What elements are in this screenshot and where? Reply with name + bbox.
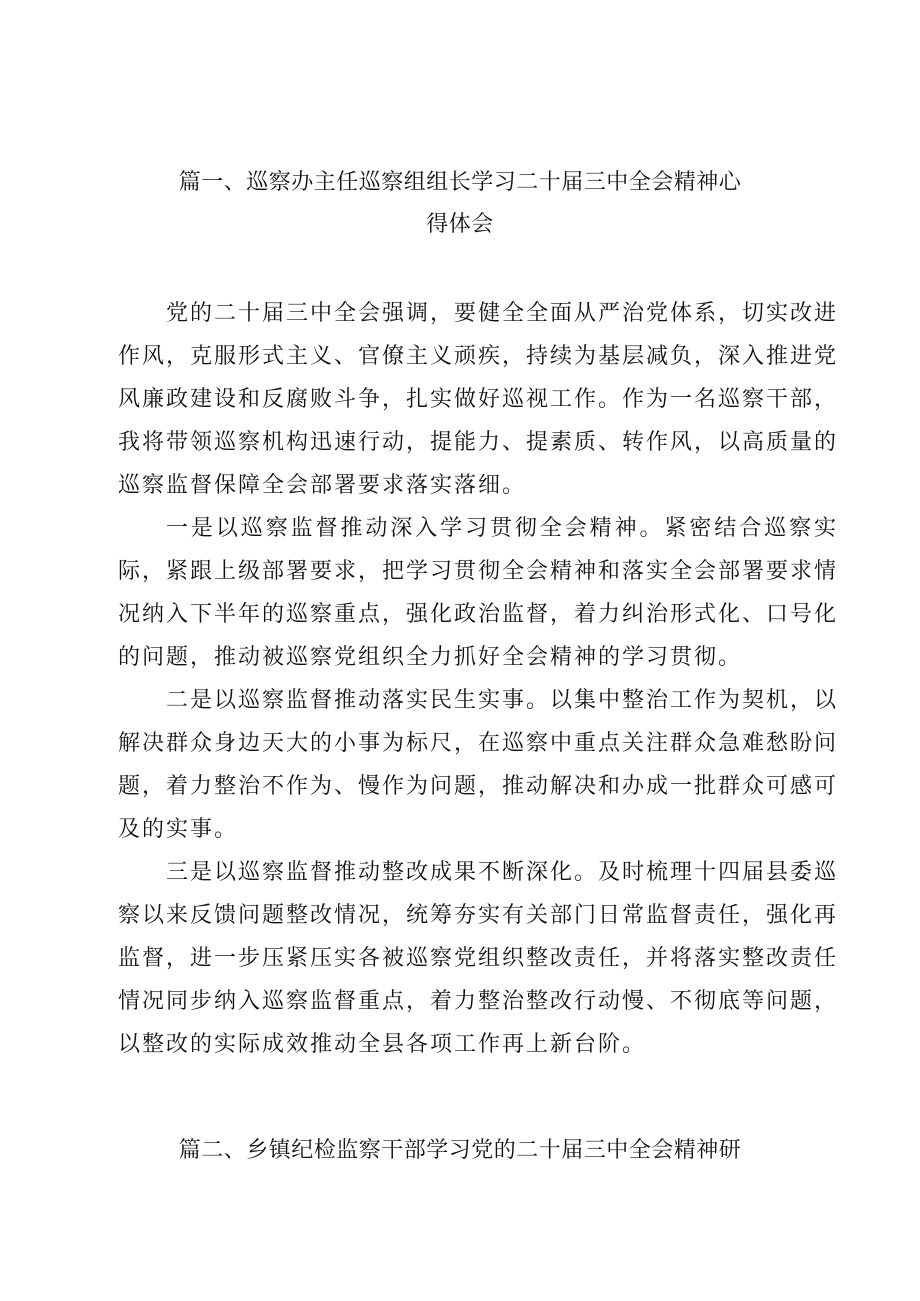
paragraph-point-two: 二是以巡察监督推动落实民生实事。以集中整治工作为契机，以解决群众身边天大的小事为标尺，在巡察中重点关注群众急难愁盼问题，着力整治不作为、慢作为问题，推动解决和办成一批群众可感可及的实事。	[118, 688, 839, 842]
section1-title-line1: 篇一、巡察办主任巡察组组长学习二十届三中全会精神心	[178, 170, 742, 195]
section1-body	[118, 292, 838, 1066]
paragraph-point-three: 三是以巡察监督推动整改成果不断深化。及时梳理十四届县委巡察以来反馈问题整改情况，统筹夯实有关部门日常监督责任，强化再监督，进一步压紧压实各被巡察党组织整改责任，并将落实整改责任情况同步纳入巡察监督重点，着力整治整改行动慢、不彻底等问题，以整改的实际成效推动全县各项工作再上新台阶。	[118, 860, 839, 1057]
paragraph-intro: 党的二十届三中全会强调，要健全全面从严治党体系，切实改进作风，克服形式主义、官僚主义顽疾，持续为基层减负，深入推进党风廉政建设和反腐败斗争，扎实做好巡视工作。作为一名巡察干部，我将带领巡察机构迅速行动，提能力、提素质、转作风，以高质量的巡察监督保障全会部署要求落实落细。	[118, 301, 839, 498]
section2-title	[0, 1130, 920, 1172]
section1-title	[0, 162, 920, 246]
section2-title-line1: 篇二、乡镇纪检监察干部学习党的二十届三中全会精神研	[178, 1138, 742, 1163]
paragraph-point-one: 一是以巡察监督推动深入学习贯彻全会精神。紧密结合巡察实际，紧跟上级部署要求，把学习贯彻全会精神和落实全会部署要求情况纳入下半年的巡察重点，强化政治监督，着力纠治形式化、口号化的问题，推动被巡察党组织全力抓好全会精神的学习贯彻。	[118, 516, 839, 670]
section1-title-line2: 得体会	[426, 212, 494, 237]
